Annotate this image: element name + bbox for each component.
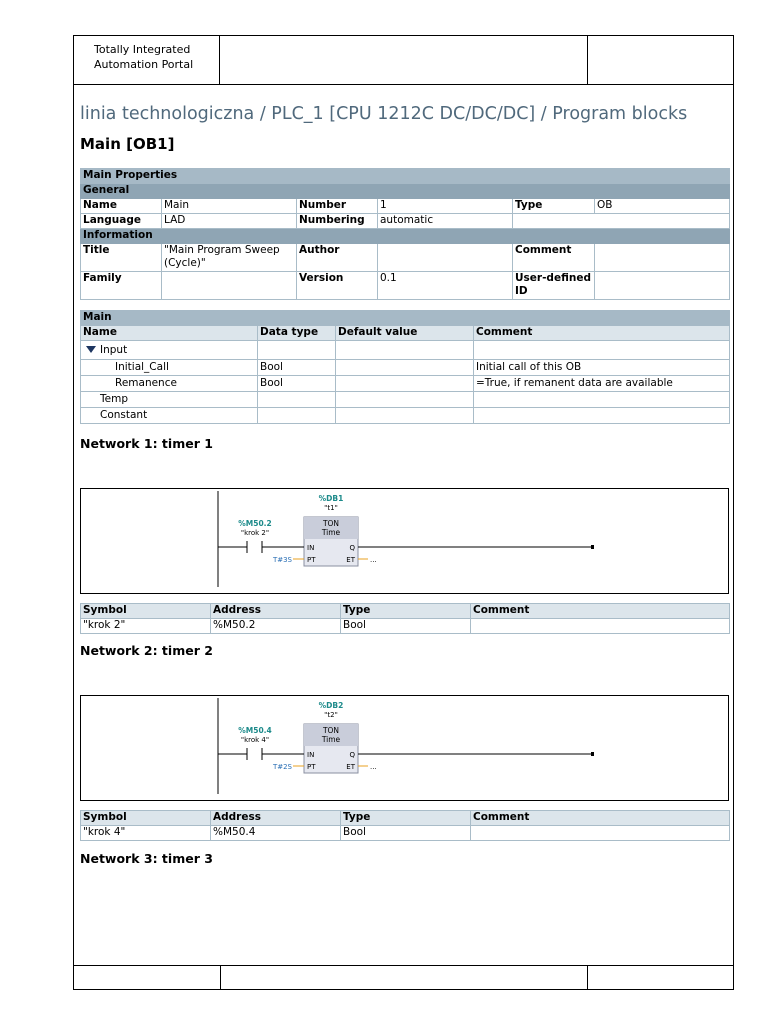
number-label: Number [297, 199, 378, 214]
language-label: Language [81, 214, 162, 229]
block-subtype: Time [321, 735, 341, 744]
col-comment: Comment [471, 811, 730, 826]
type-value: Bool [341, 826, 471, 841]
network-title: Network 3: timer 3 [80, 851, 213, 866]
constant-row: Constant [81, 408, 258, 424]
input-label: Input [100, 343, 128, 356]
iface-comment: =True, if remanent data are available [474, 376, 730, 392]
iface-default [336, 376, 474, 392]
symbol-value: "krok 2" [81, 619, 211, 634]
family-label: Family [81, 272, 162, 300]
author-value [378, 244, 513, 272]
input-row[interactable] [81, 341, 258, 360]
iface-comment: Initial call of this OB [474, 360, 730, 376]
ladder-diagram [81, 489, 730, 595]
col-comment: Comment [474, 326, 730, 341]
ladder-network-1 [80, 488, 729, 594]
et-value[interactable]: ... [370, 556, 377, 564]
name-label: Name [81, 199, 162, 214]
pin-in: IN [307, 544, 315, 552]
interface-table [80, 310, 730, 424]
contact-address: %M50.2 [238, 519, 272, 528]
page-header [74, 36, 733, 85]
userid-value [595, 272, 730, 300]
title-value: "Main Program Sweep (Cycle)" [162, 244, 297, 272]
col-address: Address [211, 811, 341, 826]
col-type: Type [341, 811, 471, 826]
pin-et: ET [346, 556, 355, 564]
footer-left-cell [74, 966, 221, 989]
properties-section: Main Properties [81, 169, 730, 184]
family-value [162, 272, 297, 300]
et-value[interactable]: ... [370, 763, 377, 771]
pt-value[interactable]: T#2S [272, 763, 292, 771]
col-comment: Comment [471, 604, 730, 619]
pin-in: IN [307, 751, 315, 759]
language-value: LAD [162, 214, 297, 229]
title-label: Title [81, 244, 162, 272]
type-value: OB [595, 199, 730, 214]
page-footer [74, 965, 733, 989]
col-datatype: Data type [258, 326, 336, 341]
db-name: "t2" [324, 711, 338, 719]
symbol-value: "krok 4" [81, 826, 211, 841]
address-value: %M50.2 [211, 619, 341, 634]
symbol-table-2 [80, 810, 730, 841]
interface-section: Main [81, 311, 730, 326]
pin-et: ET [346, 763, 355, 771]
caret-down-icon[interactable] [86, 346, 96, 353]
db-name: "t1" [324, 504, 338, 512]
pt-value[interactable]: T#3S [272, 556, 292, 564]
col-symbol: Symbol [81, 604, 211, 619]
header-middle-cell [220, 36, 588, 84]
ladder-network-2 [80, 695, 729, 801]
contact-address: %M50.4 [238, 726, 272, 735]
block-subtype: Time [321, 528, 341, 537]
pin-q: Q [349, 751, 355, 759]
contact-name: "krok 2" [240, 529, 270, 537]
block-type: TON [322, 726, 340, 735]
symbol-table-1 [80, 603, 730, 634]
network-title: Network 1: timer 1 [80, 436, 213, 451]
name-value: Main [162, 199, 297, 214]
project-path: linia technologiczna / PLC_1 [CPU 1212C DC/DC/DC] / Program blocks [80, 104, 688, 124]
iface-name: Remanence [81, 376, 258, 392]
number-value: 1 [378, 199, 513, 214]
properties-table [80, 168, 730, 300]
db-address: %DB1 [318, 494, 344, 503]
col-default: Default value [336, 326, 474, 341]
col-address: Address [211, 604, 341, 619]
address-value: %M50.4 [211, 826, 341, 841]
block-title: Main [OB1] [80, 135, 175, 153]
type-value: Bool [341, 619, 471, 634]
comment-value [471, 826, 730, 841]
empty-cell [513, 214, 730, 229]
iface-datatype: Bool [258, 360, 336, 376]
comment-label: Comment [513, 244, 595, 272]
col-name: Name [81, 326, 258, 341]
col-symbol: Symbol [81, 811, 211, 826]
portal-line1: Totally Integrated [94, 43, 191, 56]
footer-middle-cell [220, 966, 588, 989]
iface-default [336, 360, 474, 376]
pin-q: Q [349, 544, 355, 552]
col-type: Type [341, 604, 471, 619]
information-section: Information [81, 229, 730, 244]
network-title: Network 2: timer 2 [80, 643, 213, 658]
db-address: %DB2 [318, 701, 344, 710]
version-label: Version [297, 272, 378, 300]
pin-pt: PT [307, 763, 316, 771]
userid-label: User-defined ID [513, 272, 595, 300]
type-label: Type [513, 199, 595, 214]
ladder-diagram [81, 696, 730, 802]
numbering-value: automatic [378, 214, 513, 229]
general-section: General [81, 184, 730, 199]
temp-row: Temp [81, 392, 258, 408]
iface-name: Initial_Call [81, 360, 258, 376]
version-value: 0.1 [378, 272, 513, 300]
pin-pt: PT [307, 556, 316, 564]
iface-datatype: Bool [258, 376, 336, 392]
portal-logo-text [74, 36, 220, 84]
numbering-label: Numbering [297, 214, 378, 229]
block-type: TON [322, 519, 340, 528]
comment-value [471, 619, 730, 634]
portal-line2: Automation Portal [94, 58, 194, 71]
contact-name: "krok 4" [240, 736, 270, 744]
author-label: Author [297, 244, 378, 272]
comment-value [595, 244, 730, 272]
